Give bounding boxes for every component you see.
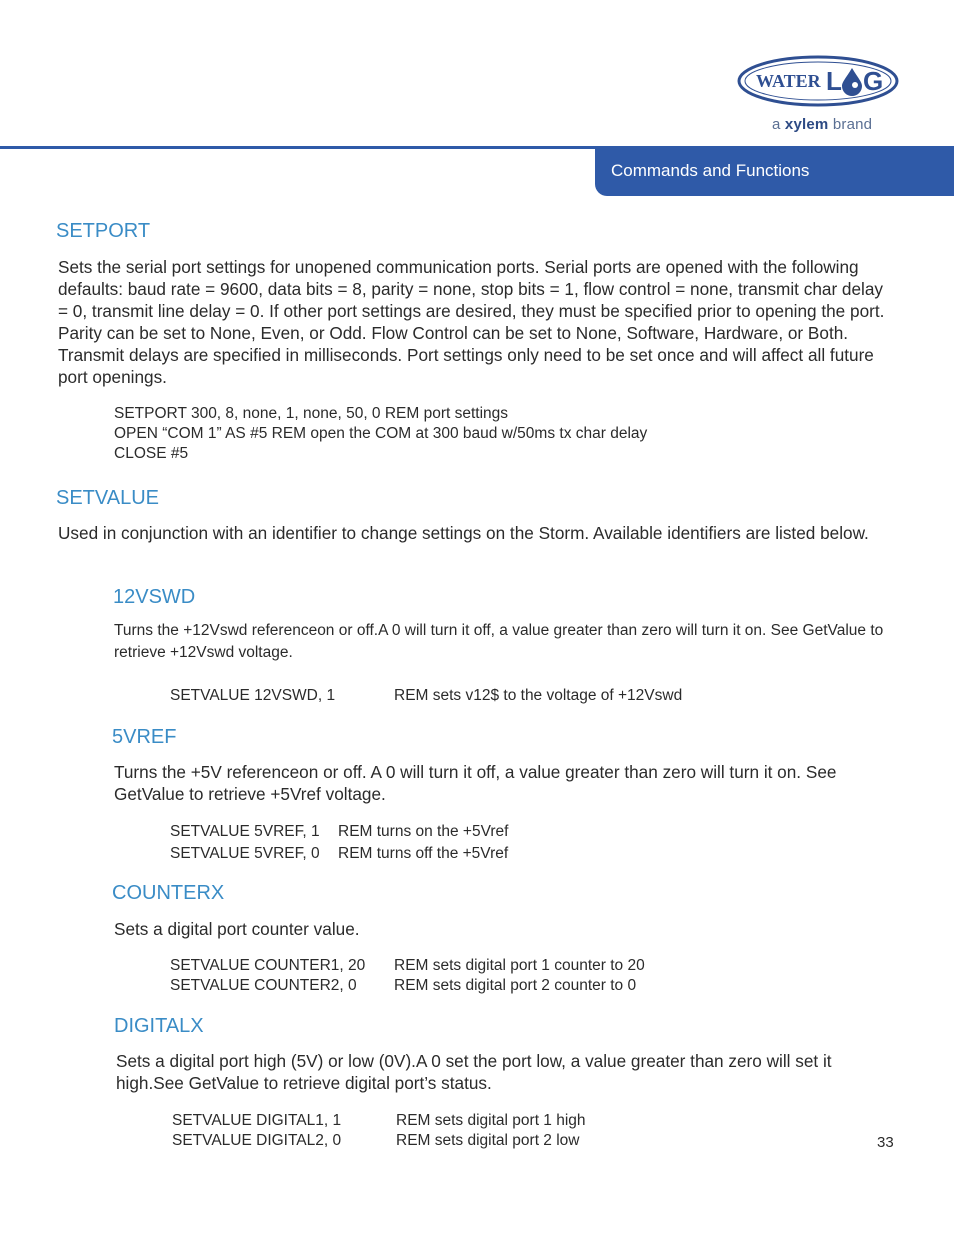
5vref-heading: 5VREF	[112, 726, 177, 748]
page-number: 33	[877, 1134, 894, 1151]
counterx-description: Sets a digital port counter value.	[114, 919, 360, 939]
12vswd-description: Turns the +12Vswd referenceon or off.A 0 will turn it off, a value greater than zero will turn it on. See GetValue to retrieve +12Vswd voltage.	[114, 622, 884, 661]
setport-description: Sets the serial port settings for unopened communication ports. Serial ports are opened with the following defaults: baud rate = 9600, data bits = 8, parity = none, stop bits = 1, flow control = none, transmit char delay = 0, transmit line delay = 0. If other port settings are desired, they must be specified prior to opening the port. Parity can be set to None, Even, or Odd. Flow Control can be set to None, Software, Hardware, or Both. Transmit delays are specified in milliseconds. Port settings only need to be set once and will affect all future port openings.	[58, 257, 885, 387]
5vref-description: Turns the +5V referenceon or off. A 0 will turn it off, a value greater than zero will turn it on. See GetValue to retrieve +5Vref voltage.	[114, 762, 837, 804]
digitalx-heading: DIGITALX	[114, 1015, 204, 1037]
setvalue-heading: SETVALUE	[56, 487, 159, 509]
setport-heading: SETPORT	[56, 220, 151, 242]
12vswd-heading: 12VSWD	[113, 586, 196, 608]
svg-text:G: G	[863, 66, 884, 96]
code-line: SETVALUE COUNTER2, 0 REM sets digital port 2 counter to 0	[170, 977, 637, 994]
code-line: OPEN “COM 1” AS #5 REM open the COM at 300 baud w/50ms tx char delay	[114, 425, 648, 442]
code-line: SETVALUE 12VSWD, 1 REM sets v12$ to the voltage of +12Vswd	[170, 687, 683, 704]
code-line: SETVALUE COUNTER1, 20 REM sets digital port 1 counter to 20	[170, 957, 645, 974]
counterx-heading: COUNTERX	[112, 882, 225, 904]
12vswd-code-block	[170, 686, 682, 706]
5vref-code-block	[170, 821, 508, 865]
svg-text:L: L	[826, 66, 842, 96]
waterlog-logo	[736, 54, 900, 108]
setvalue-description: Used in conjunction with an identifier to change settings on the Storm. Available identifiers are listed below.	[58, 523, 869, 543]
digitalx-code-block	[172, 1111, 586, 1151]
code-line: SETPORT 300, 8, none, 1, none, 50, 0 REM port settings	[114, 405, 509, 422]
section-tab: Commands and Functions	[595, 148, 954, 196]
code-line: SETVALUE DIGITAL2, 0 REM sets digital port 2 low	[172, 1132, 580, 1149]
svg-text:WATER: WATER	[756, 71, 821, 91]
code-line: SETVALUE 5VREF, 0 REM turns off the +5Vref	[170, 845, 509, 862]
counterx-code-block	[170, 956, 645, 996]
code-line: SETVALUE 5VREF, 1 REM turns on the +5Vref	[170, 823, 509, 840]
brand-tagline: a xylem brand	[772, 116, 873, 133]
setport-code-block	[114, 404, 647, 464]
code-line: SETVALUE DIGITAL1, 1 REM sets digital port 1 high	[172, 1112, 586, 1129]
code-line: CLOSE #5	[114, 445, 189, 462]
digitalx-description: Sets a digital port high (5V) or low (0V).A 0 set the port low, a value greater than zero will set it high.See GetValue to retrieve digital port’s status.	[116, 1051, 832, 1093]
